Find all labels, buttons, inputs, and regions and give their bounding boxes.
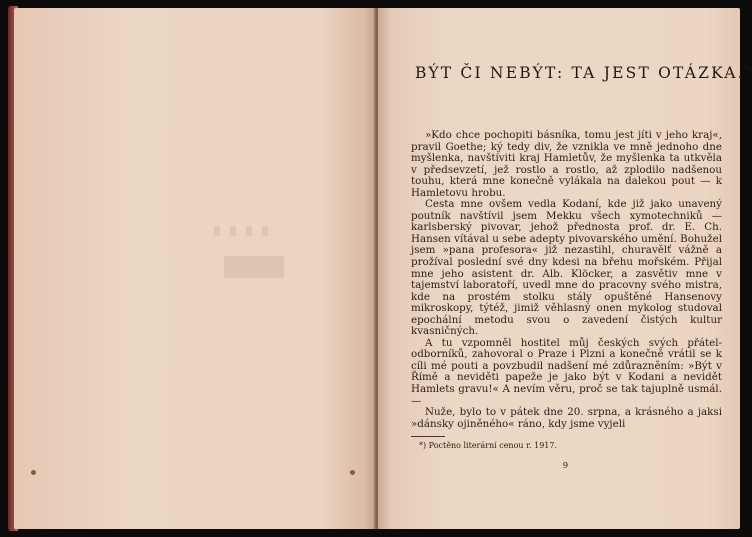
show-through-mark: [204, 218, 324, 288]
left-page: [14, 8, 376, 529]
paragraph: Cesta mne ovšem vedla Kodaní, kde již jako unavený poutník navštívil jsem Mekku všech xymotechniků — karlsberský pivovar, jehož přednosta prof. dr. E. Ch. Hansen vítával u sebe adepty pivovarského umění. Bohužel jsem »pana profesora« již nezastihl, churavělť vážně a prožíval poslední své dny kdesi na břehu mořském. Přijal mne jeho asistent dr. Alb. Klöcker, a zasvětiv mne v tajemství laboratoří, uvedl mne do pracovny svého mistra, kde na prostém stolku stály opuštěné Hansenovy mikroskopy, týtéž, jimiž věhlasný onen mykolog studoval epochální metodu svou o zavedení čistých kultur kvasničných.: [411, 198, 722, 338]
footnote-marker: *): [744, 64, 752, 74]
thread-knot-right: [350, 470, 355, 475]
paragraph: A tu vzpomněl hostitel můj českých svých přátel-odborníků, zahovoral o Praze i Plzni a konečně vrátil se k cíli mé pouti a povzbudil nadšení mé zdůrazněním: »Být v Římě a neviděti papeže je jako být v Kodani a nevidět Hamlets gravu!« A nevím věru, proč se tak tajuplně usmál. —: [411, 336, 722, 407]
page-number: 9: [562, 461, 569, 472]
thread-knot-left: [31, 470, 36, 475]
paragraph: Nuže, bylo to v pátek dne 20. srpna, a krásného a jaksi »dánsky ojiněného« ráno, kdy jsme vyjeli: [411, 406, 722, 430]
chapter-title: [415, 64, 752, 82]
footnote-divider: [411, 436, 445, 437]
body-text: [411, 130, 722, 430]
page-content: [411, 30, 752, 472]
chapter-title-text: BÝT ČI NEBÝT: TA JEST OTÁZKA.: [415, 64, 745, 82]
footnote: *) Poctěno literární cenou r. 1917.: [419, 441, 558, 451]
paragraph: »Kdo chce pochopiti básníka, tomu jest jíti v jeho kraj«, pravil Goethe; ký tedy div, že vznikla ve mně jednoho dne myšlenka, navštíviti kraj Hamletův, že myšlenka ta utkvěla v předsevzetí, jež rostlo a rostlo, až zplodilo nadšenou touhu, která mne konečně vylákala na dalekou pout — k Hamletovu hrobu.: [411, 129, 722, 199]
